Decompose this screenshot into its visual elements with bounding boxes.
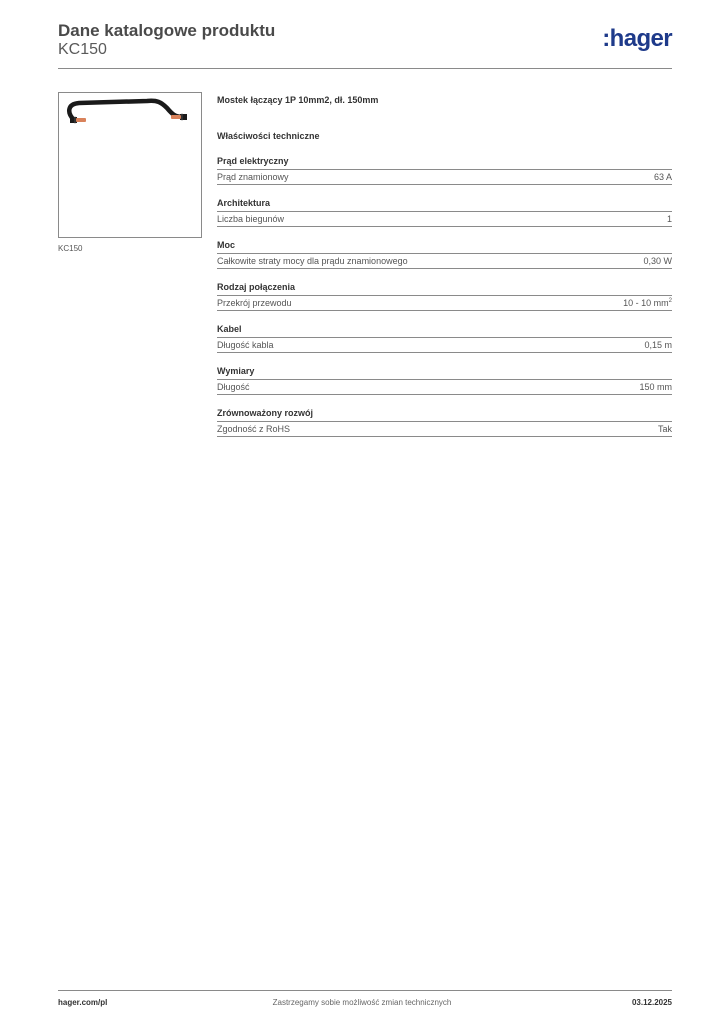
spec-row [217,212,672,227]
document-title: Dane katalogowe produktu [58,21,276,40]
logo-text: hager [609,25,672,52]
row-label: Długość kabla [217,340,274,350]
row-label: Całkowite straty mocy dla prądu znamionowego [217,256,408,266]
row-value-with-unit [623,297,672,309]
footer-date: 03.12.2025 [631,998,672,1007]
right-copper-end [171,115,181,119]
footer-divider [58,990,672,991]
product-code: KC150 [58,41,107,58]
spec-row [217,380,672,395]
group-title: Rodzaj połączenia [217,281,672,296]
row-label: Prąd znamionowy [217,172,289,182]
spec-group-architecture [217,197,672,227]
header-divider [58,68,672,69]
group-title: Wymiary [217,365,672,380]
product-image [58,92,202,238]
spec-table [217,94,672,437]
row-value: 10 - 10 mm [623,298,669,308]
logo-colon: : [602,25,610,52]
left-copper-end [76,118,86,122]
row-value: 0,30 W [643,256,672,266]
spec-row [217,422,672,437]
spec-group-current [217,155,672,185]
footer-website: hager.com/pl [58,998,108,1007]
spec-group-power [217,239,672,269]
row-value: 0,15 m [644,340,672,350]
group-title: Moc [217,239,672,254]
unit-exponent: 2 [668,298,672,304]
spec-row [217,170,672,185]
group-title: Architektura [217,197,672,212]
row-label: Zgodność z RoHS [217,424,291,434]
group-title: Prąd elektryczny [217,155,672,170]
group-title: Kabel [217,323,672,338]
footer-notice: Zastrzegamy sobie możliwość zmian technicznych [272,998,452,1007]
row-label: Długość [217,382,250,392]
connecting-bridge-cable-icon [59,93,201,237]
section-heading: Właściwości techniczne [217,131,320,141]
hager-logo [602,24,672,54]
row-value: 150 mm [639,382,672,392]
spec-group-sustainability [217,407,672,437]
spec-group-connection [217,281,672,311]
spec-row [217,296,672,311]
image-caption: KC150 [58,244,83,253]
spec-group-dimensions [217,365,672,395]
spec-row [217,254,672,269]
group-title: Zrównoważony rozwój [217,407,672,422]
spec-row [217,338,672,353]
row-value: 63 A [653,172,672,182]
page-header [58,20,672,68]
spec-group-cable [217,323,672,353]
product-name: Mostek łączący 1P 10mm2, dł. 150mm [217,95,379,105]
row-label: Liczba biegunów [217,214,285,224]
row-label: Przekrój przewodu [217,298,292,308]
row-value: 1 [666,214,672,224]
row-value: Tak [657,424,672,434]
